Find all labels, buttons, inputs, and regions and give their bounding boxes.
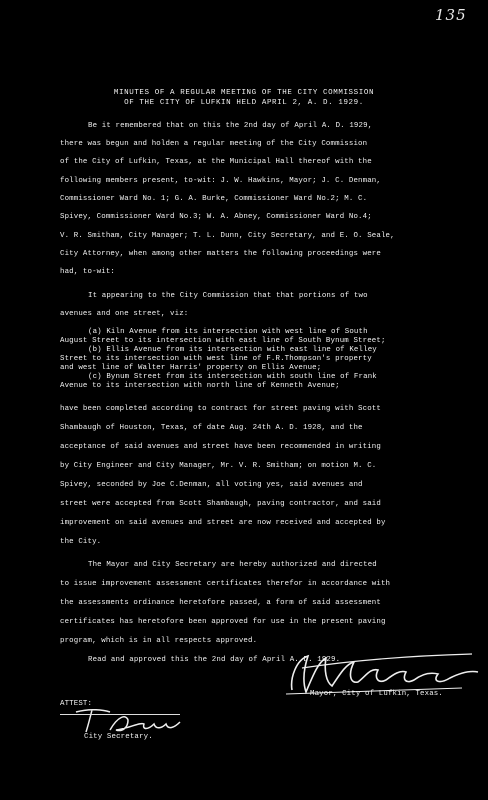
text-line: there was begun and holden a regular meeting of the City Commission (60, 140, 368, 148)
text-line: by City Engineer and City Manager, Mr. V. R. Smitham; on motion M. C. (60, 462, 377, 470)
secretary-signature-line (60, 714, 180, 715)
text-line: had, to-wit: (60, 268, 116, 276)
text-line: (b) Ellis Avenue from its intersection with east line of Kelley (88, 346, 377, 354)
page-number: 135 (435, 6, 467, 24)
text-line: City Attorney, when among other matters the following proceedings were (60, 250, 381, 258)
text-line: (c) Bynum Street from its intersection with south line of Frank (88, 373, 377, 381)
text-line: have been completed according to contract for street paving with Scott (60, 405, 381, 413)
attest-label: ATTEST: (60, 700, 93, 708)
secretary-signature (70, 706, 190, 734)
text-line: street were accepted from Scott Shambaugh, paving contractor, and said (60, 500, 381, 508)
text-line: Spivey, seconded by Joe C.Denman, all voting yes, said avenues and (60, 481, 363, 489)
text-line: certificates has heretofore been approved for use in the present paving (60, 618, 386, 626)
text-line: improvement on said avenues and street are now received and accepted by (60, 519, 386, 527)
text-line: the assessments ordinance heretofore passed, a form of said assessment (60, 599, 381, 607)
text-line: following members present, to-wit: J. W. Hawkins, Mayor; J. C. Denman, (60, 177, 381, 185)
document-title-line-2: OF THE CITY OF LUFKIN HELD APRIL 2, A. D. 1929. (124, 99, 364, 107)
text-line: avenues and one street, viz: (60, 310, 189, 318)
text-line: Read and approved this the 2nd day of April A. D. 1929. (88, 656, 341, 664)
text-line: program, which is in all respects approved. (60, 637, 258, 645)
text-line: and west line of Walter Harris' property on Ellis Avenue; (60, 364, 322, 372)
document-title-line-1: MINUTES OF A REGULAR MEETING OF THE CITY COMMISSION (113, 89, 375, 97)
text-line: to issue improvement assessment certificates therefor in accordance with (60, 580, 391, 588)
text-line: V. R. Smitham, City Manager; T. L. Dunn, City Secretary, and E. O. Seale, (60, 232, 395, 240)
secretary-title: City Secretary. (84, 733, 153, 741)
text-line: of the City of Lufkin, Texas, at the Municipal Hall thereof with the (60, 158, 372, 166)
text-line: Commissioner Ward No. 1; G. A. Burke, Commissioner Ward No.2; M. C. (60, 195, 368, 203)
text-line: The Mayor and City Secretary are hereby authorized and directed (88, 561, 377, 569)
text-line: Shambaugh of Houston, Texas, of date Aug. 24th A. D. 1928, and the (60, 424, 363, 432)
text-line: Be it remembered that on this the 2nd day of April A. D. 1929, (88, 122, 373, 130)
text-line: It appearing to the City Commission that that portions of two (88, 292, 368, 300)
mayor-title: Mayor, City of Lufkin, Texas. (310, 690, 443, 698)
text-line: acceptance of said avenues and street have been recommended in writing (60, 443, 381, 451)
text-line: August Street to its intersection with east line of South Bynum Street; (60, 337, 386, 345)
text-line: (a) Kiln Avenue from its intersection with west line of South (88, 328, 368, 336)
text-line: the City. (60, 538, 102, 546)
text-line: Avenue to its intersection with north line of Kenneth Avenue; (60, 382, 340, 390)
text-line: Spivey, Commissioner Ward No.3; W. A. Abney, Commissioner Ward No.4; (60, 213, 372, 221)
text-line: Street to its intersection with west line of F.R.Thompson's property (60, 355, 372, 363)
